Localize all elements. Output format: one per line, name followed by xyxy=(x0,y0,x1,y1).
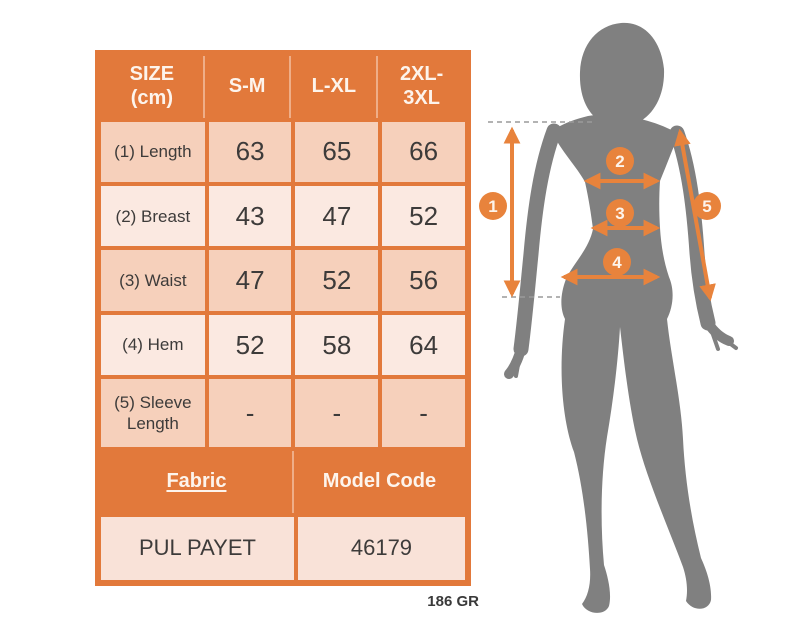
row-label-waist: (3) Waist xyxy=(101,250,205,310)
measurement-figure xyxy=(488,18,788,623)
value-hem-lxl: 58 xyxy=(295,315,378,375)
table-header-row xyxy=(101,56,465,118)
table-row xyxy=(101,122,465,182)
value-breast-2xl: 52 xyxy=(382,186,465,246)
table-footer-values-row xyxy=(101,517,465,580)
table-row xyxy=(101,186,465,246)
measure-marker-3: 3 xyxy=(606,199,634,227)
value-sleeve-sm: - xyxy=(209,379,292,447)
size-chart-table xyxy=(95,50,471,586)
fabric-label xyxy=(101,451,294,513)
header-size-cm: SIZE (cm) xyxy=(101,56,205,118)
value-breast-lxl: 47 xyxy=(295,186,378,246)
value-hem-sm: 52 xyxy=(209,315,292,375)
measure-marker-4: 4 xyxy=(603,248,631,276)
right-arm-shape xyxy=(677,133,708,323)
table-row xyxy=(101,379,465,447)
value-hem-2xl: 64 xyxy=(382,315,465,375)
fabric-label-text: Fabric xyxy=(166,469,227,492)
header-s-m: S-M xyxy=(205,56,292,118)
value-waist-2xl: 56 xyxy=(382,250,465,310)
header-2xl-3xl: 2XL- 3XL xyxy=(399,63,444,109)
table-row xyxy=(101,315,465,375)
table-footer-header-row xyxy=(101,451,465,513)
model-code-value: 46179 xyxy=(298,517,465,580)
value-length-sm: 63 xyxy=(209,122,292,182)
left-arm-shape xyxy=(521,131,554,349)
measure-marker-1: 1 xyxy=(479,192,507,220)
measure-marker-5: 5 xyxy=(693,192,721,220)
value-length-lxl: 65 xyxy=(295,122,378,182)
measure-marker-2: 2 xyxy=(606,147,634,175)
value-sleeve-lxl: - xyxy=(295,379,378,447)
table-row xyxy=(101,250,465,310)
weight-note: 186 GR xyxy=(427,593,479,610)
value-breast-sm: 43 xyxy=(209,186,292,246)
value-length-2xl: 66 xyxy=(382,122,465,182)
value-waist-sm: 47 xyxy=(209,250,292,310)
row-label-breast: (2) Breast xyxy=(101,186,205,246)
body-silhouette-svg xyxy=(488,18,788,623)
header-l-xl: L-XL xyxy=(291,56,378,118)
model-code-label: Model Code xyxy=(322,469,437,492)
row-label-sleeve: (5) Sleeve Length xyxy=(101,379,205,447)
row-label-hem: (4) Hem xyxy=(101,315,205,375)
value-sleeve-2xl: - xyxy=(382,379,465,447)
fabric-value: PUL PAYET xyxy=(101,517,294,580)
woman-silhouette xyxy=(552,23,711,613)
row-label-length: (1) Length xyxy=(101,122,205,182)
value-waist-lxl: 52 xyxy=(295,250,378,310)
